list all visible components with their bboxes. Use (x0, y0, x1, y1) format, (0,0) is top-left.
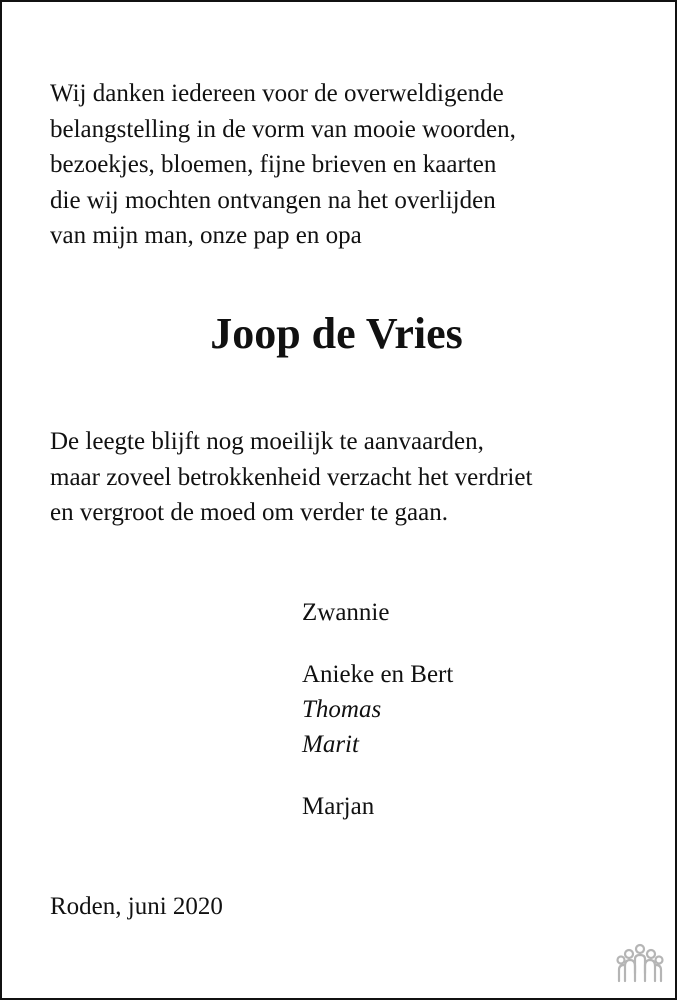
signer-spouse: Zwannie (302, 599, 390, 626)
signer-grandchild: Marit (302, 731, 359, 758)
place-date: Roden, juni 2020 (50, 893, 223, 920)
deceased-name: Joop de Vries (210, 309, 463, 358)
consolation-line: De leegte blijft nog moeilijk te aanvaarden, (50, 428, 484, 455)
consolation-line: en vergroot de moed om verder te gaan. (50, 499, 448, 526)
thank-you-line: Wij danken iedereen voor de overweldigende (50, 80, 504, 107)
thank-you-line: van mijn man, onze pap en opa (50, 222, 362, 249)
consolation-line: maar zoveel betrokkenheid verzacht het verdriet (50, 463, 533, 491)
thank-you-text (50, 76, 640, 254)
thank-you-line: bezoekjes, bloemen, fijne brieven en kaarten (50, 151, 497, 178)
people-group-icon (616, 943, 664, 983)
consolation-text (50, 424, 640, 531)
signers-block (302, 595, 642, 824)
signer-family: Marjan (302, 793, 375, 820)
signer-grandchild: Thomas (302, 696, 382, 723)
thank-you-line: die wij mochten ontvangen na het overlijden (50, 186, 496, 214)
thank-you-line: belangstelling in de vorm van mooie woorden, (50, 115, 516, 143)
signer-family: Anieke en Bert (302, 661, 454, 688)
